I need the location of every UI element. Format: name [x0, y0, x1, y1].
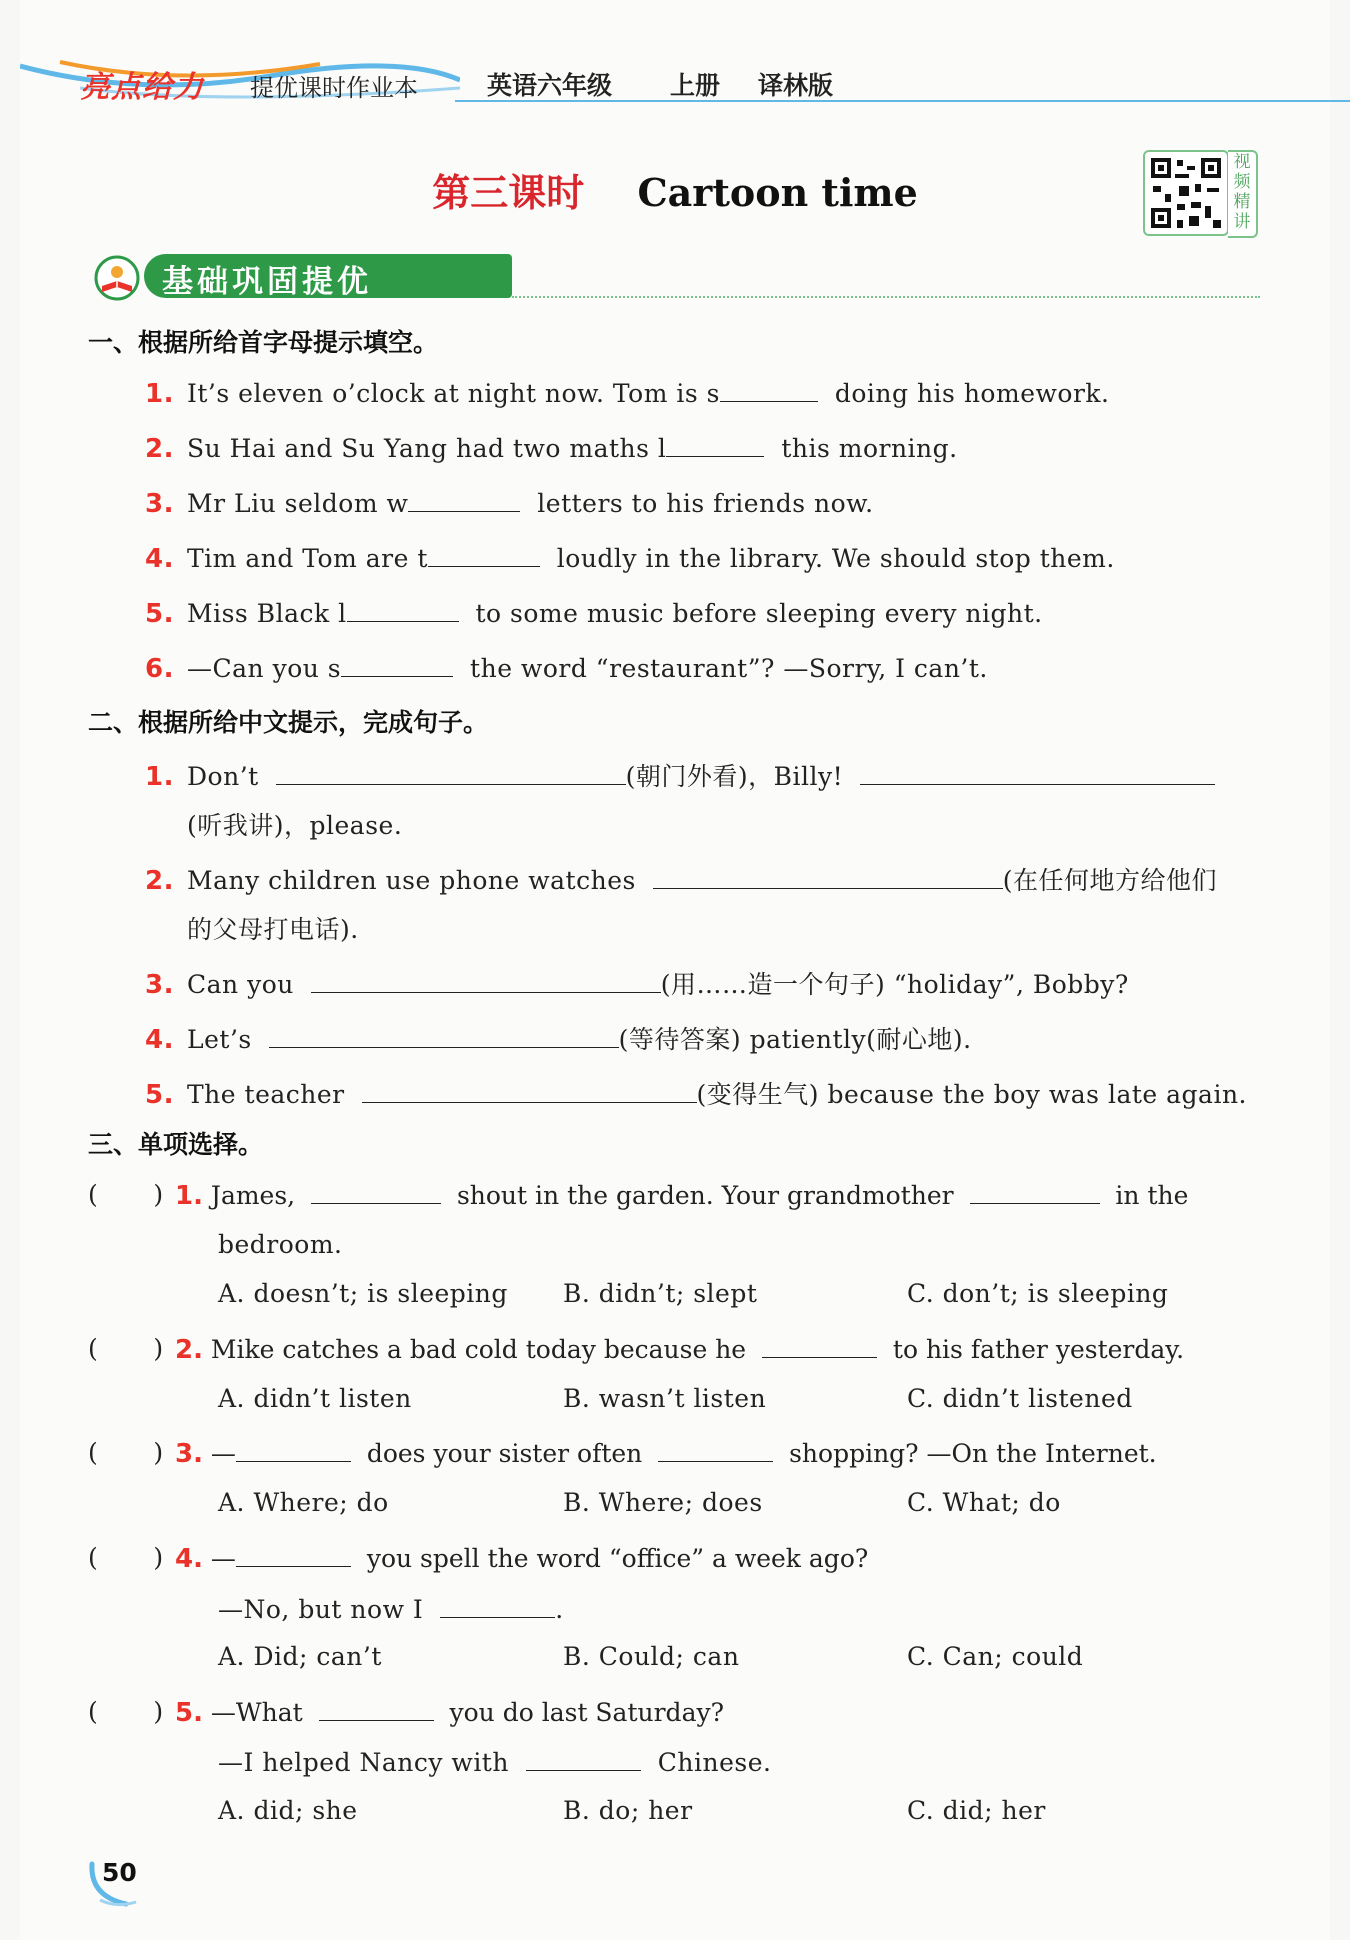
- option-b: B. Could; can: [563, 1642, 740, 1671]
- item-number: 2.: [145, 866, 174, 896]
- answer-blank[interactable]: [428, 542, 540, 567]
- item-number: 5.: [145, 599, 174, 629]
- part2-item-4: [145, 1020, 972, 1056]
- item-number: 3.: [145, 970, 174, 1000]
- item-number: 2.: [175, 1335, 203, 1365]
- item-text-after: loudly in the library. We should stop them.: [556, 544, 1115, 573]
- item-text: Can you: [187, 970, 294, 999]
- item-hint: (朝门外看)，Billy!: [625, 762, 844, 791]
- item-text-before: It’s eleven o’clock at night now. Tom is s: [187, 379, 720, 408]
- answer-paren[interactable]: ( ): [88, 1334, 164, 1363]
- option-a: A. didn’t listen: [218, 1384, 412, 1413]
- option-b: B. didn’t; slept: [563, 1279, 758, 1308]
- answer-blank[interactable]: [362, 1078, 697, 1103]
- mc-item-5-cont: [218, 1746, 771, 1777]
- section-divider: [512, 296, 1260, 298]
- answer-blank[interactable]: [319, 1696, 434, 1721]
- answer-blank[interactable]: [440, 1593, 555, 1618]
- item-text-after: this morning.: [781, 434, 958, 463]
- item-text: Don’t: [187, 762, 259, 791]
- option-b: B. Where; does: [563, 1488, 763, 1517]
- part2-item-3: [145, 965, 1129, 1001]
- answer-blank[interactable]: [347, 597, 459, 622]
- item-number: 1.: [175, 1181, 203, 1211]
- part1-item-2: [145, 432, 958, 464]
- answer-paren[interactable]: ( ): [88, 1697, 164, 1726]
- page-number: 50: [102, 1858, 137, 1887]
- item-text: —What: [210, 1698, 303, 1727]
- item-text-after: letters to his friends now.: [537, 489, 874, 518]
- item-number: 6.: [145, 654, 174, 684]
- answer-blank[interactable]: [970, 1179, 1100, 1204]
- item-text-after: the word “restaurant”? —Sorry, I can’t.: [470, 654, 988, 683]
- item-number: 4.: [145, 1025, 174, 1055]
- option-a: A. doesn’t; is sleeping: [218, 1279, 508, 1308]
- item-text-before: Miss Black l: [187, 599, 347, 628]
- item-hint: (用……造一个句子) “holiday”, Bobby?: [660, 970, 1129, 999]
- option-a: A. Did; can’t: [218, 1642, 382, 1671]
- mc-item-1-cont: bedroom.: [218, 1230, 343, 1259]
- item-text: to his father yesterday.: [892, 1335, 1185, 1364]
- part1-item-5: [145, 597, 1043, 629]
- item-text-before: —Can you s: [187, 654, 342, 683]
- item-text-before: Mr Liu seldom w: [187, 489, 409, 518]
- item-hint: (变得生气) because the boy was late again.: [696, 1080, 1248, 1109]
- item-text-after: to some music before sleeping every night.: [475, 599, 1043, 628]
- option-b: B. wasn’t listen: [563, 1384, 767, 1413]
- item-hint: (在任何地方给他们: [1002, 866, 1217, 895]
- option-c: C. Can; could: [907, 1642, 1084, 1671]
- answer-paren[interactable]: ( ): [88, 1438, 164, 1467]
- item-text: —I helped Nancy with: [218, 1748, 509, 1777]
- qr-code-icon[interactable]: [1143, 150, 1229, 236]
- item-number: 1.: [145, 379, 174, 409]
- mc-item-4: [175, 1542, 868, 1574]
- item-number: 4.: [145, 544, 174, 574]
- part2-heading: 二、根据所给中文提示，完成句子。: [88, 708, 489, 737]
- volume-label: 上册: [670, 71, 721, 100]
- item-text: .: [555, 1595, 564, 1624]
- item-text: Chinese.: [657, 1748, 772, 1777]
- answer-blank[interactable]: [658, 1437, 773, 1462]
- option-c: C. don’t; is sleeping: [907, 1279, 1169, 1308]
- brand-logo-text: 亮点给力: [80, 70, 204, 105]
- part1-item-3: [145, 487, 874, 519]
- item-text: The teacher: [187, 1080, 345, 1109]
- item-text: —No, but now I: [218, 1595, 424, 1624]
- item-text: shopping? —On the Internet.: [789, 1439, 1157, 1468]
- lesson-title-en: Cartoon time: [637, 170, 918, 215]
- item-text-after: doing his homework.: [834, 379, 1110, 408]
- item-text: does your sister often: [366, 1439, 643, 1468]
- answer-blank[interactable]: [408, 487, 520, 512]
- answer-blank[interactable]: [276, 760, 626, 785]
- item-hint: (等待答案) patiently(耐心地).: [618, 1025, 972, 1054]
- part1-item-4: [145, 542, 1115, 574]
- part3-heading: 三、单项选择。: [88, 1130, 264, 1159]
- option-a: A. did; she: [218, 1796, 358, 1825]
- answer-blank[interactable]: [269, 1023, 619, 1048]
- option-a: A. Where; do: [218, 1488, 389, 1517]
- item-text: Mike catches a bad cold today because he: [210, 1335, 747, 1364]
- grade-label: 英语六年级: [487, 71, 613, 100]
- item-number: 3.: [145, 489, 174, 519]
- mc-item-5: [175, 1696, 724, 1728]
- answer-blank[interactable]: [236, 1542, 351, 1567]
- answer-paren[interactable]: ( ): [88, 1180, 164, 1209]
- item-text: you spell the word “office” a week ago?: [366, 1544, 869, 1573]
- book-sun-icon: [92, 254, 142, 302]
- answer-blank[interactable]: [653, 864, 1003, 889]
- answer-blank[interactable]: [762, 1333, 877, 1358]
- option-c: C. did; her: [907, 1796, 1046, 1825]
- edition-label: 译林版: [758, 71, 834, 100]
- item-text: Many children use phone watches: [187, 866, 636, 895]
- item-text: —: [210, 1439, 236, 1468]
- option-c: C. What; do: [907, 1488, 1061, 1517]
- part2-item-1-cont: (听我讲)，please.: [187, 811, 403, 840]
- mc-item-4-cont: [218, 1593, 564, 1624]
- part1-item-6: [145, 652, 988, 684]
- part2-item-2: [145, 861, 1217, 897]
- item-number: 4.: [175, 1544, 203, 1574]
- item-text: Let’s: [187, 1025, 252, 1054]
- item-text: shout in the garden. Your grandmother: [456, 1181, 954, 1210]
- answer-blank[interactable]: [236, 1437, 351, 1462]
- answer-blank[interactable]: [311, 968, 661, 993]
- answer-blank[interactable]: [526, 1746, 641, 1771]
- option-b: B. do; her: [563, 1796, 693, 1825]
- section-banner-text: 基础巩固提优: [162, 264, 372, 300]
- item-text: in the: [1115, 1181, 1189, 1210]
- part1-item-1: [145, 377, 1109, 409]
- item-number: 5.: [145, 1080, 174, 1110]
- answer-blank[interactable]: [860, 760, 1215, 785]
- part2-item-2-cont: 的父母打电话).: [187, 915, 359, 944]
- part2-item-5: [145, 1075, 1247, 1111]
- option-c: C. didn’t listened: [907, 1384, 1133, 1413]
- answer-paren[interactable]: ( ): [88, 1543, 164, 1572]
- item-text-before: Su Hai and Su Yang had two maths l: [187, 434, 667, 463]
- item-text: —: [210, 1544, 236, 1573]
- mc-item-2: [175, 1333, 1184, 1365]
- item-number: 1.: [145, 762, 174, 792]
- item-text: James,: [210, 1181, 296, 1210]
- series-name: 提优课时作业本: [250, 74, 418, 102]
- item-number: 5.: [175, 1698, 203, 1728]
- qr-video-label: 视频精讲: [1228, 150, 1258, 238]
- answer-blank[interactable]: [311, 1179, 441, 1204]
- part1-heading: 一、根据所给首字母提示填空。: [88, 328, 439, 357]
- answer-blank[interactable]: [341, 652, 453, 677]
- item-text: you do last Saturday?: [449, 1698, 724, 1727]
- part2-item-1: [145, 757, 1215, 793]
- mc-item-1: [175, 1179, 1188, 1211]
- lesson-title-cn: 第三课时: [432, 170, 585, 215]
- item-number: 3.: [175, 1439, 203, 1469]
- answer-blank[interactable]: [720, 377, 818, 402]
- item-number: 2.: [145, 434, 174, 464]
- answer-blank[interactable]: [666, 432, 764, 457]
- mc-item-3: [175, 1437, 1157, 1469]
- item-text-before: Tim and Tom are t: [187, 544, 428, 573]
